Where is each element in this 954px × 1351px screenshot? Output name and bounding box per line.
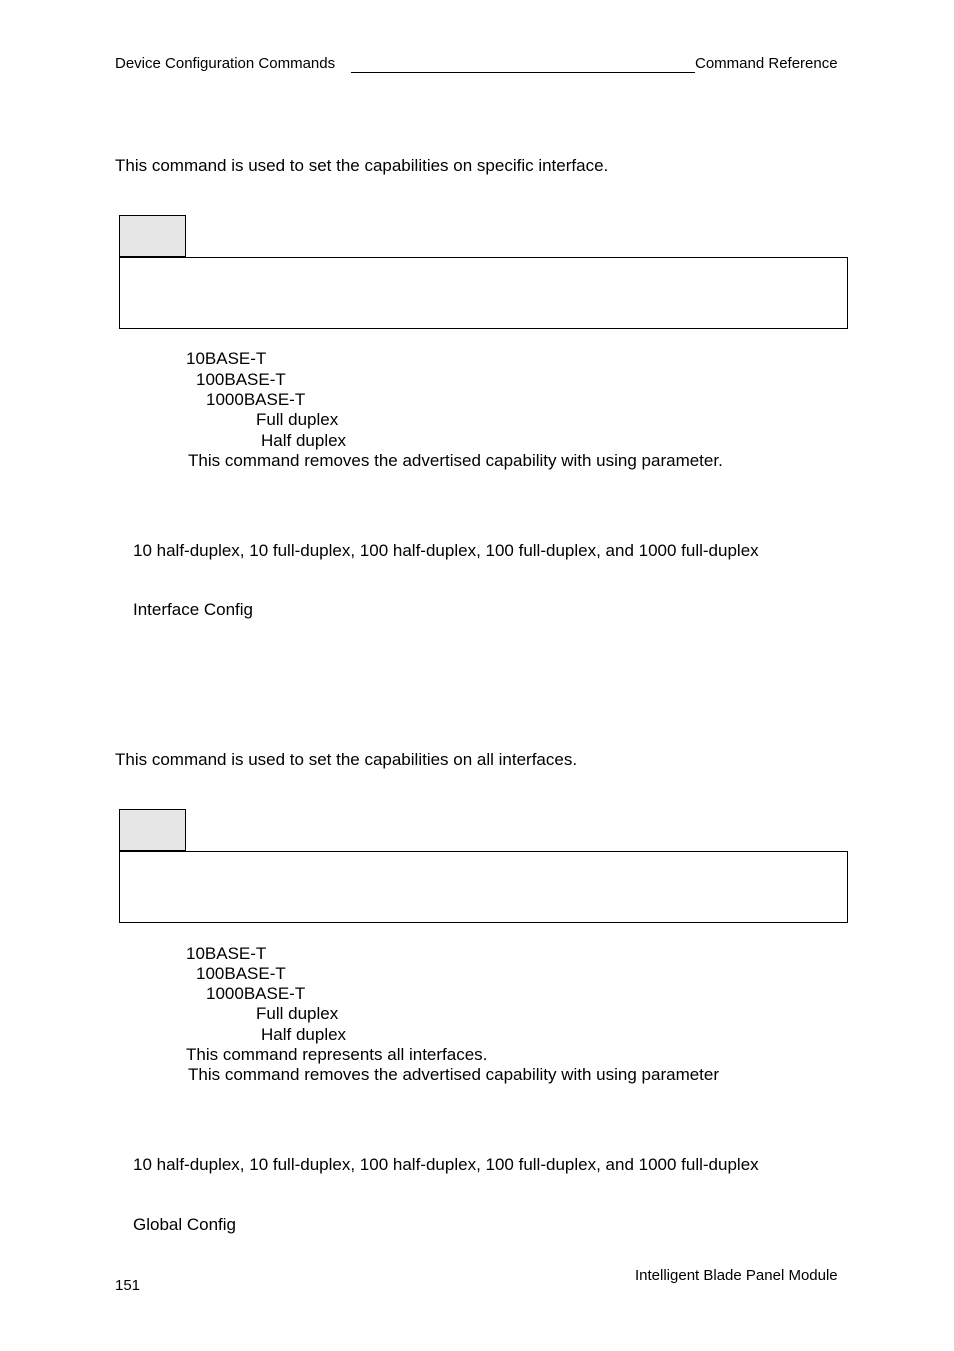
section2-param-all: This command represents all interfaces. bbox=[186, 1045, 488, 1064]
section2-syntax-box bbox=[119, 851, 848, 923]
section2-param-half-duplex: Half duplex bbox=[261, 1025, 347, 1044]
section2-mode: Global Config bbox=[133, 1215, 237, 1234]
section1-syntax-box bbox=[119, 257, 848, 329]
section1-mode: Interface Config bbox=[133, 600, 254, 619]
section2-description: This command is used to set the capabilities on all interfaces. bbox=[115, 750, 578, 769]
section2-syntax-label-cell bbox=[119, 809, 186, 851]
section2-param-10base-t: 10BASE-T bbox=[186, 944, 267, 963]
section1-param-1000base-t: 1000BASE-T bbox=[206, 390, 306, 409]
section2-default: 10 half-duplex, 10 full-duplex, 100 half-duplex, 100 full-duplex, and 1000 full-duplex bbox=[133, 1155, 759, 1174]
section1-param-full-duplex: Full duplex bbox=[256, 410, 339, 429]
footer-page-number: 151 bbox=[115, 1277, 141, 1294]
section1-param-no-form: This command removes the advertised capability with using parameter. bbox=[188, 451, 723, 470]
section1-param-100base-t: 100BASE-T bbox=[196, 370, 286, 389]
section2-param-no-form: This command removes the advertised capability with using parameter bbox=[188, 1065, 720, 1084]
header-left-title: Device Configuration Commands bbox=[115, 55, 336, 72]
header-right-title: Command Reference bbox=[695, 55, 838, 72]
section2-param-100base-t: 100BASE-T bbox=[196, 964, 286, 983]
section1-param-half-duplex: Half duplex bbox=[261, 431, 347, 450]
section1-syntax-label-cell bbox=[119, 215, 186, 257]
section2-param-full-duplex: Full duplex bbox=[256, 1004, 339, 1023]
header-rule bbox=[351, 72, 695, 73]
section2-param-1000base-t: 1000BASE-T bbox=[206, 984, 306, 1003]
section1-default: 10 half-duplex, 10 full-duplex, 100 half-duplex, 100 full-duplex, and 1000 full-duplex bbox=[133, 541, 759, 560]
section1-description: This command is used to set the capabilities on specific interface. bbox=[115, 156, 609, 175]
footer-product-name: Intelligent Blade Panel Module bbox=[635, 1267, 838, 1284]
section1-param-10base-t: 10BASE-T bbox=[186, 349, 267, 368]
